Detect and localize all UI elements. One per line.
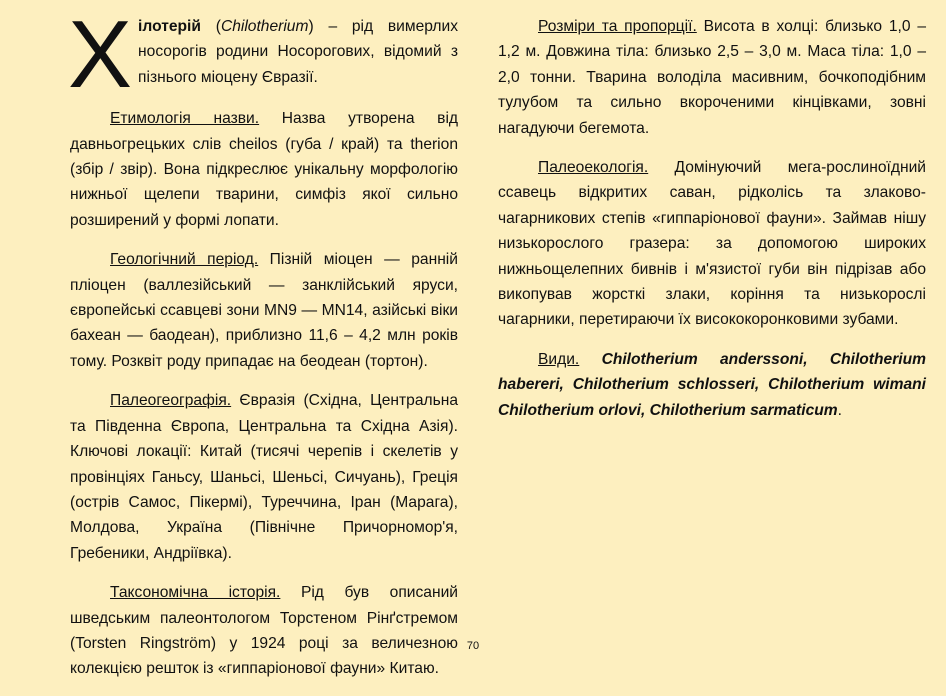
paleoecology-paragraph <box>498 155 926 333</box>
intro-paragraph <box>68 1 459 108</box>
taxonomy-paragraph <box>70 580 458 682</box>
etymology-heading: Етимологія назви. <box>110 110 260 128</box>
paleogeography-heading: Палеогеографія. <box>110 392 232 410</box>
paleoecology-text: Домінуючий мега-рослиноїдний ссавець відкритих саван, рідколісь та злаково-чагарникових степів «гиппаріонової фауни». Займав нішу низькорослого гразера: за допомогою широких нижньощелепних бивнів і м'язистої губи він підрізав або викопував жорсткі злаки, коріння та низькорослі чагарники, перетираючи їх висококоронковими зубами. <box>498 159 926 329</box>
intro-text: ) – рід вимерлих носорогів родини Носорогових, відомий з пізнього міоцену Євразії. <box>138 18 459 86</box>
page-number: 70 <box>466 640 480 652</box>
size-heading: Розміри та пропорції. <box>538 18 697 35</box>
drop-cap: Х <box>68 1 133 108</box>
size-paragraph <box>498 14 926 141</box>
paleogeography-paragraph <box>70 388 458 566</box>
geology-text: Пізній міоцен — ранній пліоцен (валлезійський — занклійський яруси, європейські ссавцеві зони MN9 — MN14, азійські віки бахеан — баодеан), приблизно 11,6 – 4,2 млн років тому. Розквіт роду припадає на беодеан (тортон). <box>70 251 458 370</box>
latin-name: Chilotherium <box>220 18 309 35</box>
genus-title: ілотерій <box>138 18 201 35</box>
species-end: . <box>837 401 842 419</box>
taxonomy-heading: Таксономічна історія. <box>110 584 281 602</box>
species-paragraph <box>498 347 926 423</box>
paleoecology-heading: Палеоекологія. <box>538 159 649 177</box>
paleogeography-text: Євразія (Східна, Центральна та Південна Європа, Центральна та Східна Азія). Ключові локації: Китай (тисячі черепів і скелетів у провінціях Ганьсу, Шаньсі, Шеньсі, Сичуань), Греція (острів Самос, Пікермі), Туреччина, Іран (Марага), Молдова, Україна (Північне Причорномор'я, Гребеники, Андріївка). <box>70 392 458 562</box>
right-column <box>498 14 926 437</box>
etymology-paragraph <box>70 106 458 233</box>
size-text: Висота в холці: близько 1,0 – 1,2 м. Довжина тіла: близько 2,5 – 3,0 м. Маса тіла: 1,0 – 2,0 тонни. Тварина володіла масивним, бочкоподібним тулубом та сильно вкороченими кінцівками, зовні нагадуючи бегемота. <box>498 18 926 137</box>
etymology-text: Назва утворена від давньогрецьких слів cheilos (губа / край) та therion (збір / звір). Вона підкреслює унікальну морфологію нижньої щелепи тварини, симфіз якої сильно розширений у формі лопати. <box>70 110 459 229</box>
left-column <box>68 1 459 696</box>
species-list: Chilotherium anderssoni, Chilotherium habereri, Chilotherium schlosseri, Chilotherium wimani Chilotherium orlovi, Chilotherium sarmaticum <box>498 350 926 419</box>
geology-paragraph <box>70 247 458 374</box>
intro-paren: ( <box>200 18 221 35</box>
geology-heading: Геологічний період. <box>110 251 259 269</box>
species-heading: Види. <box>538 350 580 368</box>
taxonomy-text: Рід був описаний шведським палеонтологом Торстеном Рінґстремом (Torsten Ringström) у 1924 році за величезною колекцією решток із «гиппаріонової фауни» Китаю. <box>70 584 458 678</box>
